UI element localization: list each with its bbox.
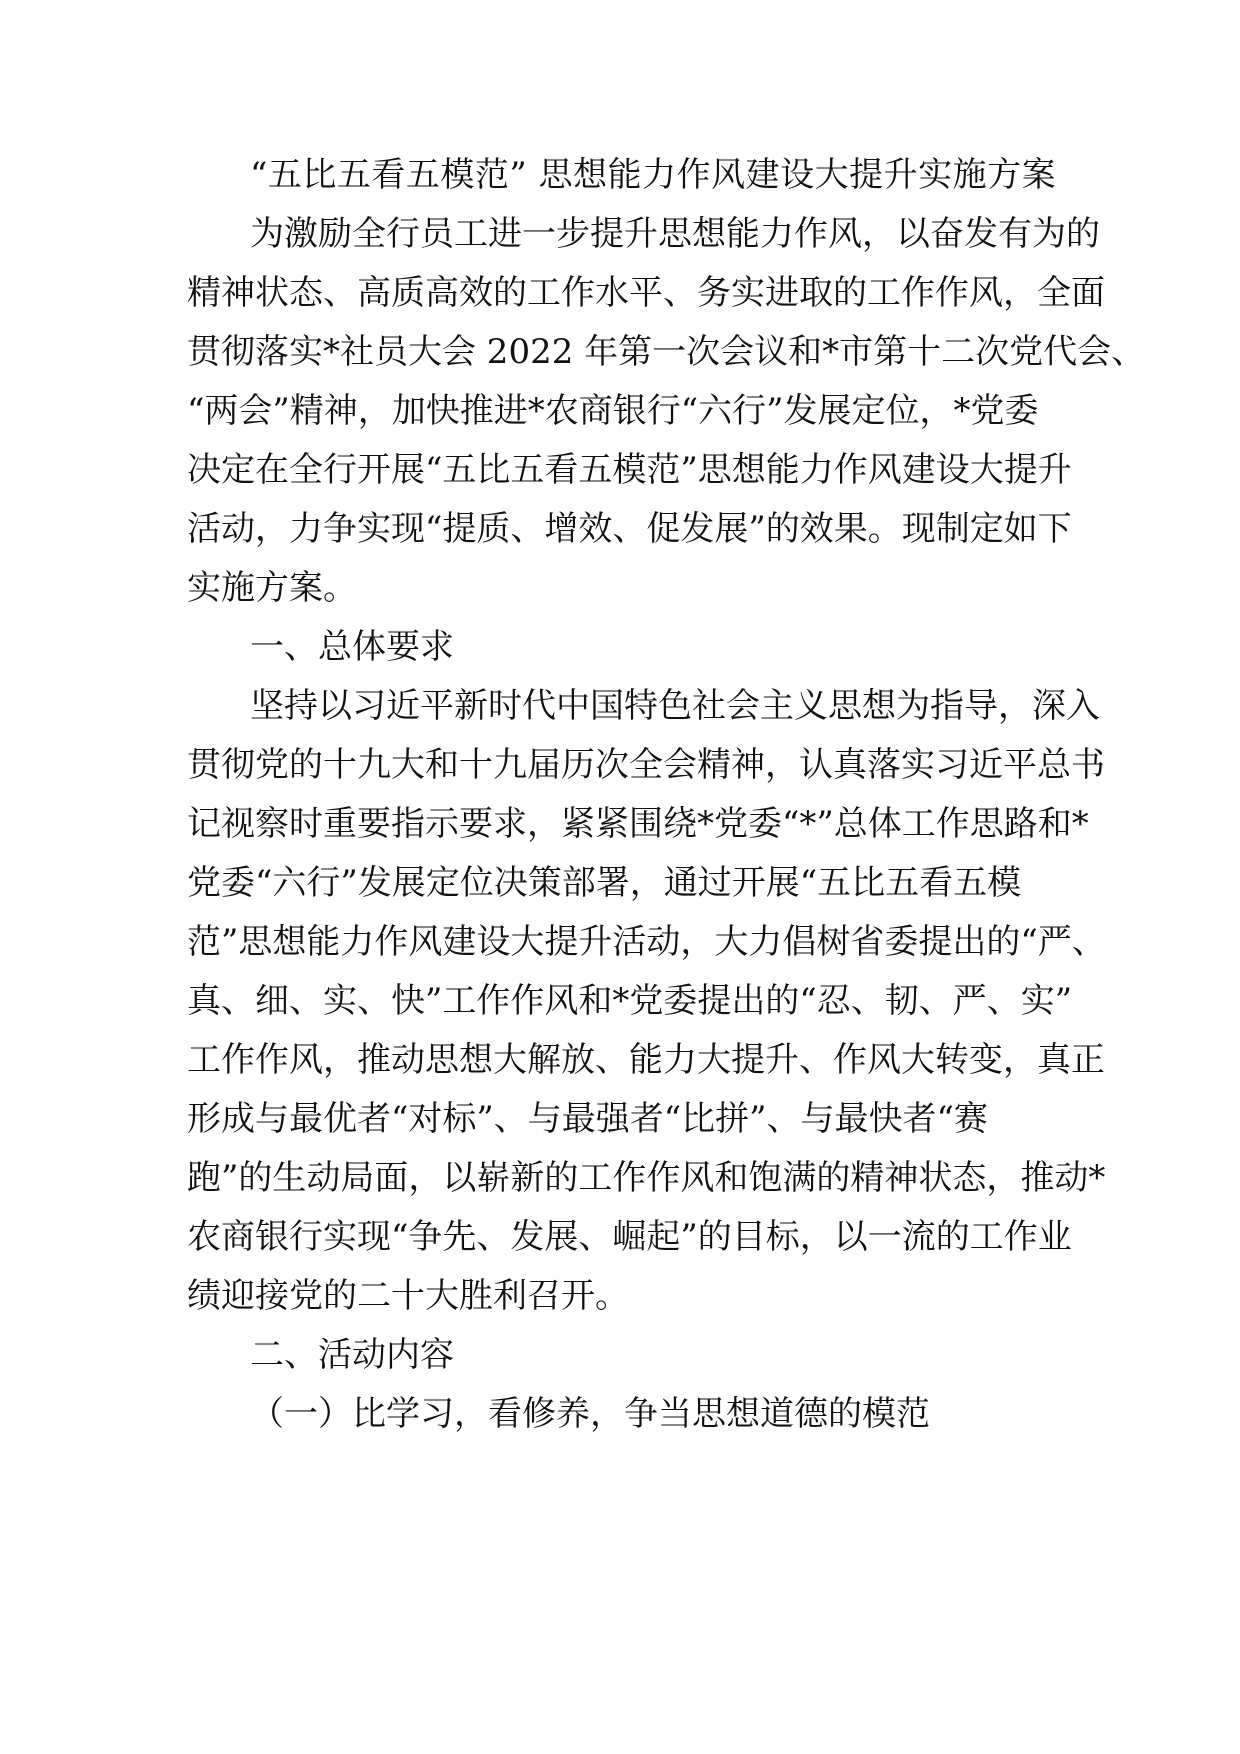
paragraph-line: 跑”的生动局面，以崭新的工作作风和饱满的精神状态，推动* (187, 1158, 1106, 1198)
paragraph-line: 记视察时重要指示要求，紧紧围绕*党委“*”总体工作思路和* (187, 804, 1089, 844)
paragraph-line: 贯彻落实*社员大会 2022 年第一次会议和*市第十二次党代会、 (187, 332, 1146, 372)
paragraph-line: 贯彻党的十九大和十九届历次全会精神，认真落实习近平总书 (187, 745, 1105, 785)
paragraph-line: 活动，力争实现“提质、增效、促发展”的效果。现制定如下 (187, 509, 1072, 549)
paragraph-line: 决定在全行开展“五比五看五模范”思想能力作风建设大提升 (187, 450, 1072, 490)
paragraph-line: 党委“六行”发展定位决策部署，通过开展“五比五看五模 (187, 863, 1022, 903)
section-heading: 二、活动内容 (250, 1335, 454, 1375)
paragraph-line: “两会”精神，加快推进*农商银行“六行”发展定位，*党委 (187, 391, 1039, 431)
paragraph-line: 精神状态、高质高效的工作水平、务实进取的工作作风，全面 (187, 273, 1105, 313)
section-heading: 一、总体要求 (250, 627, 454, 667)
paragraph-line: 真、细、实、快”工作作风和*党委提出的“忍、韧、严、实” (187, 981, 1073, 1021)
paragraph-line: 形成与最优者“对标”、与最强者“比拼”、与最快者“赛 (187, 1099, 988, 1139)
paragraph-line: 范”思想能力作风建设大提升活动，大力倡树省委提出的“严、 (187, 922, 1106, 962)
paragraph-line: 工作作风，推动思想大解放、能力大提升、作风大转变，真正 (187, 1040, 1105, 1080)
paragraph-line: 为激励全行员工进一步提升思想能力作风，以奋发有为的 (250, 214, 1100, 254)
subsection-heading: （一）比学习，看修养，争当思想道德的模范 (250, 1394, 930, 1434)
document-title: “五比五看五模范” 思想能力作风建设大提升实施方案 (250, 155, 1057, 195)
paragraph-line: 绩迎接党的二十大胜利召开。 (187, 1276, 629, 1316)
paragraph-line: 实施方案。 (187, 568, 357, 608)
paragraph-line: 农商银行实现“争先、发展、崛起”的目标，以一流的工作业 (187, 1217, 1072, 1257)
paragraph-line: 坚持以习近平新时代中国特色社会主义思想为指导，深入 (250, 686, 1100, 726)
